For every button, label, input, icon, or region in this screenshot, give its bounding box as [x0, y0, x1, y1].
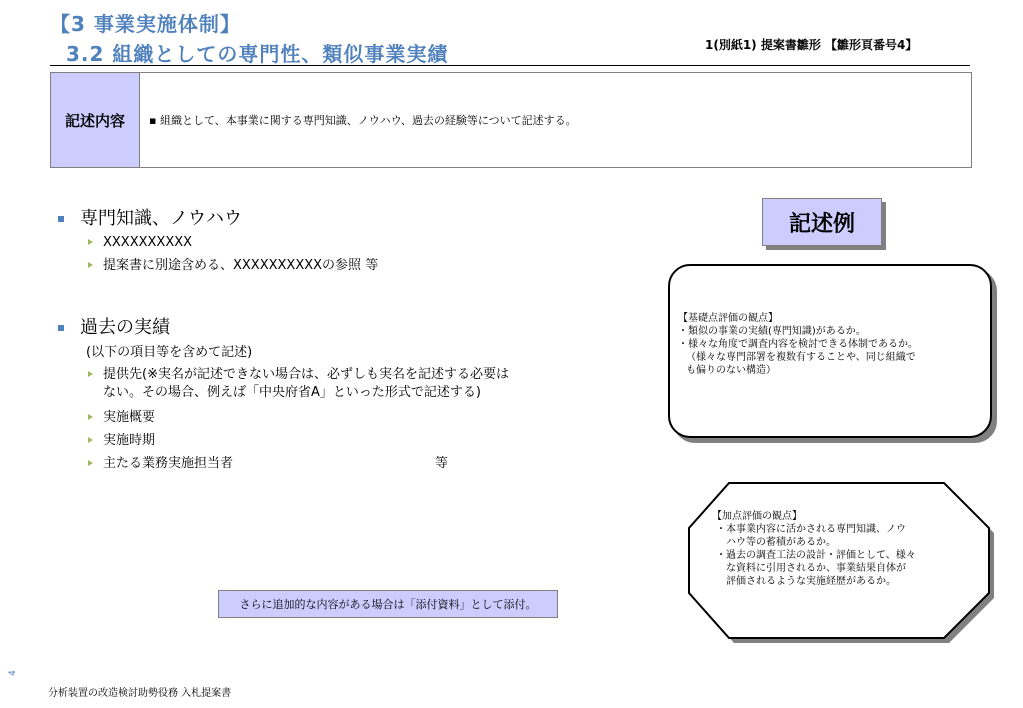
- bonus-evaluation-line: ・過去の調査工法の設計・評価として、様々: [716, 550, 916, 561]
- arrow-bullet-icon: [88, 414, 93, 420]
- attachment-note: さらに追加的な内容がある場合は「添付資料」として添付。: [218, 590, 558, 618]
- list-item: [88, 432, 155, 449]
- list-item-text: 実施時期: [103, 433, 156, 448]
- bonus-evaluation-line: ハウ等の蓄積があるか。: [726, 537, 836, 548]
- list-item: [88, 234, 192, 251]
- arrow-bullet-icon: [88, 371, 93, 377]
- expertise-heading-text: 専門知識、ノウハウ: [80, 208, 242, 229]
- bonus-evaluation-heading: 【加点評価の観点】: [712, 511, 802, 522]
- bonus-evaluation-line: ・本事業内容に活かされる専門知識、ノウ: [716, 524, 906, 535]
- list-item: [88, 257, 378, 274]
- basic-evaluation-line: も偏りのない構造）: [686, 365, 776, 376]
- footer-text: 分析装置の改造検討助勢役務 入札提案書: [48, 688, 232, 699]
- list-item-suffix: 等: [435, 456, 449, 471]
- arrow-bullet-icon: [88, 262, 93, 268]
- list-item-text: 提供先(※実名が記述できない場合は、必ずしも実名を記述する必要は: [103, 367, 509, 382]
- form-reference: 1(別紙1) 提案書雛形 【雛形頁番号4】: [705, 38, 918, 52]
- bonus-evaluation-content: [712, 510, 916, 588]
- basic-evaluation-box: [668, 264, 992, 438]
- basic-evaluation-line: ・類似の事業の実績(専門知識)があるか。: [678, 326, 866, 337]
- basic-evaluation-line: ・様々な角度で調査内容を検討できる体制であるか。: [678, 339, 918, 350]
- basic-evaluation-heading: 【基礎点評価の観点】: [678, 313, 778, 324]
- description-text: ▪ 組織として、本事業に関する専門知識、ノウハウ、過去の経験等について記述する。: [149, 114, 577, 127]
- list-item: [88, 409, 155, 426]
- list-item: [88, 455, 233, 472]
- track-record-heading-text: 過去の実績: [80, 317, 170, 338]
- basic-evaluation-content: [678, 312, 918, 377]
- page-number: 4: [7, 670, 18, 676]
- list-item-text: XXXXXXXXXX: [103, 235, 193, 250]
- bonus-evaluation-line: 評価されるような実施経歴があるか。: [726, 576, 896, 587]
- bullet-square-icon: [58, 325, 64, 331]
- bonus-evaluation-box: [684, 478, 1014, 646]
- list-item-continuation: ない。その場合、例えば「中央府省A」といった形式で記述する): [103, 385, 481, 400]
- list-item: [88, 366, 509, 383]
- track-record-heading: [58, 313, 170, 339]
- description-label: 記述内容: [51, 73, 140, 167]
- description-box: [50, 72, 972, 168]
- bullet-square-icon: [58, 216, 64, 222]
- list-item-text: 主たる業務実施担当者: [103, 456, 234, 471]
- bonus-evaluation-line: な資料に引用されるか、事業結果自体が: [726, 563, 906, 574]
- basic-evaluation-line: （様々な専門部署を複数有することや、同じ組織で: [686, 352, 916, 363]
- arrow-bullet-icon: [88, 239, 93, 245]
- track-record-intro: (以下の項目等を含めて記述): [86, 345, 253, 360]
- arrow-bullet-icon: [88, 437, 93, 443]
- header-divider: [50, 65, 970, 66]
- arrow-bullet-icon: [88, 460, 93, 466]
- list-item-text: 提案書に別途含める、XXXXXXXXXXの参照 等: [103, 258, 379, 273]
- list-item-text: 実施概要: [103, 410, 156, 425]
- subsection-title: 3.2 組織としての専門性、類似事業実績: [66, 42, 449, 66]
- section-title: 【3 事業実施体制】: [50, 12, 241, 36]
- example-badge: 記述例: [762, 198, 882, 246]
- expertise-heading: [58, 204, 242, 230]
